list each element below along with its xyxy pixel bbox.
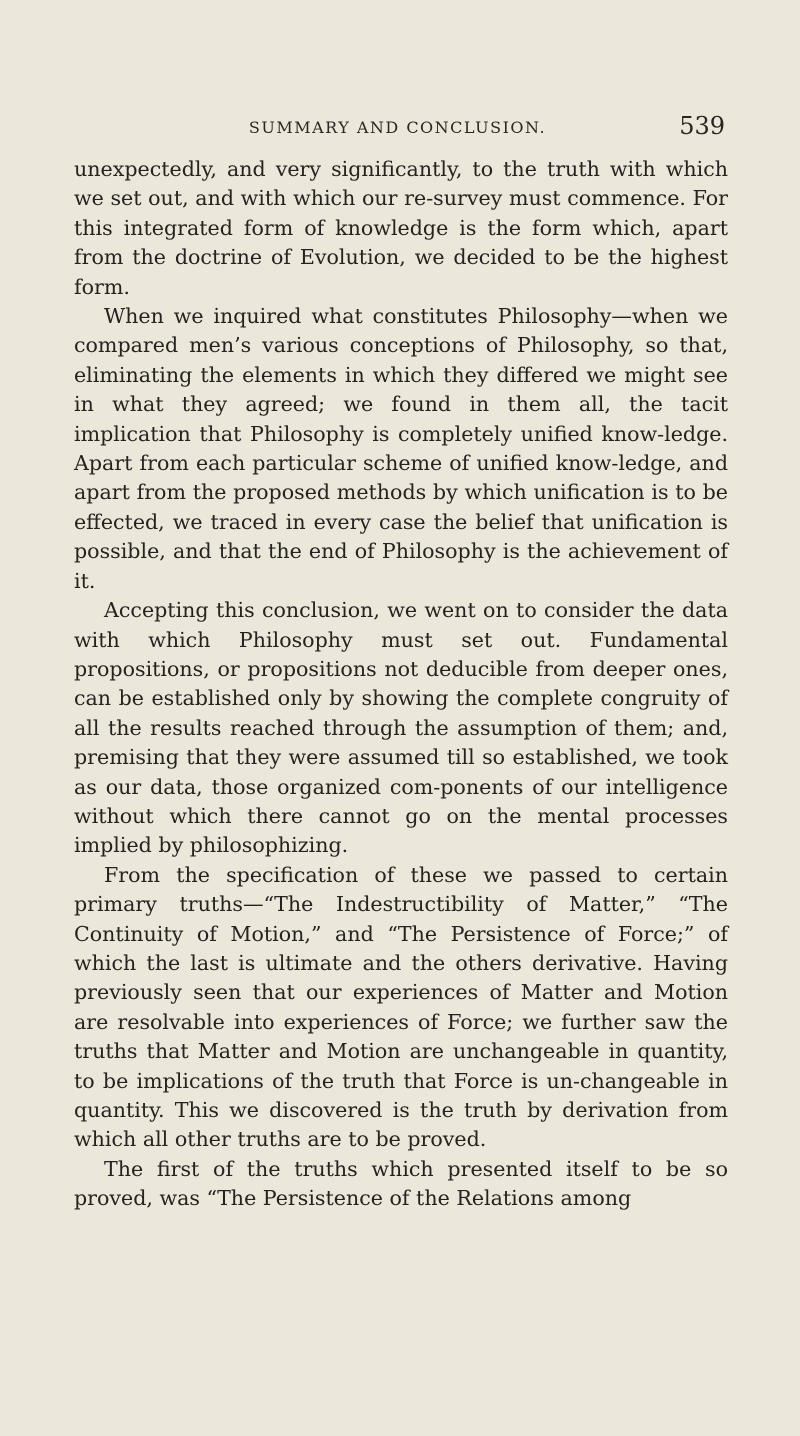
running-head [70, 112, 725, 142]
paragraph-primary-truths: From the specification of these we passed to certain primary truths—“The Indestructibility of Matter,” “The Continuity of Motion,” and “The Persistence of Force;” of which the last is ultimate and the others derivative. Having previously seen that our experiences of Matter and Motion are resolvable into experiences of Force; we further saw the truths that Matter and Motion are unchangeable in quantity, to be implications of the truth that Force is un-changeable in quantity. This we discovered is the truth by derivation from which all other truths are to be proved. [74, 862, 728, 1152]
paragraph-persistence-of-relations: The first of the truths which presented itself to be so proved, was “The Persistence of the Relations among [74, 1156, 728, 1211]
paragraph-philosophy-definition: When we inquired what constitutes Philosophy—when we compared men’s various conceptions of Philosophy, so that, eliminating the elements in which they differed we might see in what they agreed; we found in them all, the tacit implication that Philosophy is completely unified know-ledge. Apart from each particular scheme of unified know-ledge, and apart from the proposed methods by which unification is to be effected, we traced in every case the belief that unification is possible, and that the end of Philosophy is the achievement of it. [74, 304, 728, 593]
running-title: SUMMARY AND CONCLUSION. [248, 118, 547, 137]
paragraph-data-of-philosophy: Accepting this conclusion, we went on to consider the data with which Philosophy must set out. Fundamental propositions, or propositions not deducible from deeper ones, can be established only by showing the complete congruity of all the results reached through the assumption of them; and, premising that they were assumed till so established, we took as our data, those organized com-ponents of our intelligence without which there cannot go on the mental processes implied by philosophizing. [74, 598, 728, 858]
body-text [74, 155, 728, 1214]
page-number: 539 [679, 112, 725, 140]
paragraph-continuation: unexpectedly, and very significantly, to the truth with which we set out, and with which our re-survey must commence. For this integrated form of knowledge is the form which, apart from the doctrine of Evolution, we decided to be the highest form. [74, 157, 728, 299]
